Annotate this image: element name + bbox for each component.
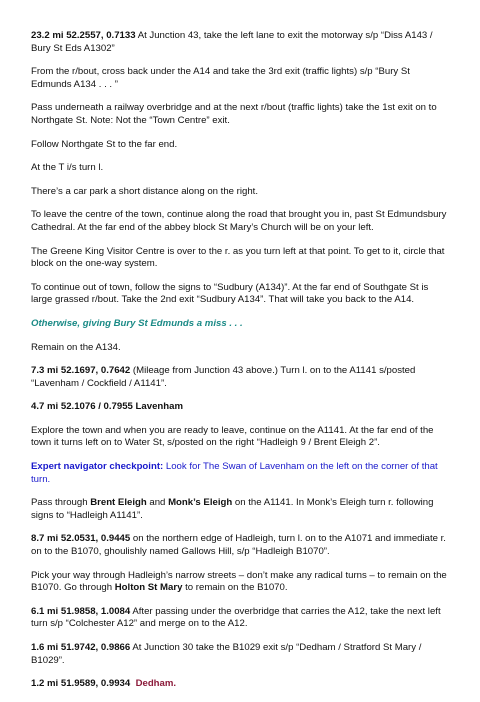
waypoint-mileage: 1.2 mi 51.9589, 0.9934 xyxy=(31,678,131,690)
paragraph-railway-overbridge: Pass underneath a railway overbridge and at the next r/bout (traffic lights) take the 1st exit on to Northgate St. Note: Not the “Town Centre” exit. xyxy=(31,102,437,126)
paragraph-dedham xyxy=(31,678,451,691)
waypoint-mileage: 23.2 mi 52.2557, 0.7133 xyxy=(31,30,136,41)
waypoint-mileage: 8.7 mi 52.0531, 0.9445 xyxy=(31,533,131,545)
place-name: Monk’s Eleigh xyxy=(168,497,233,509)
paragraph-northgate: Follow Northgate St to the far end. xyxy=(31,138,178,150)
directions-document xyxy=(31,30,451,702)
paragraph-greene-king: The Greene King Visitor Centre is over to the r. as you turn left at that point. To get to it, circle that block on the one-way system. xyxy=(31,245,445,270)
paragraph-rbout: From the r/bout, cross back under the A14 and take the 3rd exit (traffic lights) s/p “Bury St Edmunds A134 . . . ” xyxy=(31,66,410,90)
expert-checkpoint: Expert navigator checkpoint: Look for The Swan of Lavenham on the left on the corner of that turn. xyxy=(31,461,438,485)
paragraph-junction-30: 1.6 mi 51.9742, 0.9866 At Junction 30 take the B1029 exit s/p “Dedham / Stratford St Mary / B1029”. xyxy=(31,642,422,666)
paragraph-car-park: There’s a car park a short distance along on the right. xyxy=(31,185,259,197)
paragraph-lavenham xyxy=(31,401,451,414)
paragraph-remain-a134: Remain on the A134. xyxy=(31,341,121,353)
waypoint-mileage: 7.3 mi 52.1697, 0.7642 xyxy=(31,365,131,377)
paragraph-narrow-streets: Pick your way through Hadleigh’s narrow streets – don’t make any radical turns – to remain on the B1070. Go through Holton St Mary to remain on the B1070. xyxy=(31,569,447,594)
paragraph-a1141: 7.3 mi 52.1697, 0.7642 (Mileage from Junction 43 above.) Turn l. on to the A1141 s/posted “Lavenham / Cockfield / A1141”. xyxy=(31,365,416,389)
destination-name: Dedham. xyxy=(135,678,177,690)
waypoint-mileage: 1.6 mi 51.9742, 0.9866 xyxy=(31,642,131,653)
waypoint-mileage: 4.7 mi 52.1076 / 0.7955 Lavenham xyxy=(31,401,184,413)
paragraph-explore-town: Explore the town and when you are ready to leave, continue on the A1141. At the far end of the town it turns left on to Water St, s/posted on the right “Hadleigh 9 / Brent Eleigh 2”. xyxy=(31,424,434,449)
paragraph-leave-centre: To leave the centre of the town, continue along the road that brought you in, past St Edmundsbury Cathedral. At the far end of the abbey block St Mary’s Church will be on your left. xyxy=(31,209,447,233)
section-heading-otherwise: Otherwise, giving Bury St Edmunds a miss . . . xyxy=(31,317,243,329)
paragraph-t-junction: At the T i/s turn l. xyxy=(31,162,104,174)
paragraph-hadleigh: 8.7 mi 52.0531, 0.9445 on the northern edge of Hadleigh, turn l. on to the A1071 and immediate r. on to the B1070, ghoulishly named Gallows Hill, s/p “Hadleigh B1070”. xyxy=(31,533,446,558)
paragraph-brent-eleigh: Pass through Brent Eleigh and Monk’s Eleigh on the A1141. In Monk’s Eleigh turn r. following signs to “Hadleigh A1141”. xyxy=(31,497,434,521)
paragraph-junction-43: 23.2 mi 52.2557, 0.7133 At Junction 43, take the left lane to exit the motorway s/p “Diss A143 / Bury St Eds A1302” xyxy=(31,30,433,54)
paragraph-a12: 6.1 mi 51.9858, 1.0084 After passing under the overbridge that carries the A12, take the next left turn s/p “Colchester A12” and merge on to the A12. xyxy=(31,605,441,630)
place-name: Brent Eleigh xyxy=(90,497,147,509)
checkpoint-label: Expert navigator checkpoint: xyxy=(31,461,164,473)
paragraph-southgate: To continue out of town, follow the signs to “Sudbury (A134)”. At the far end of Southgate St is large grassed r/bout. Take the 2nd exit “Sudbury A134”. That will take you back to the A14. xyxy=(31,281,429,306)
place-name: Holton St Mary xyxy=(114,582,183,594)
waypoint-mileage: 6.1 mi 51.9858, 1.0084 xyxy=(31,605,131,617)
